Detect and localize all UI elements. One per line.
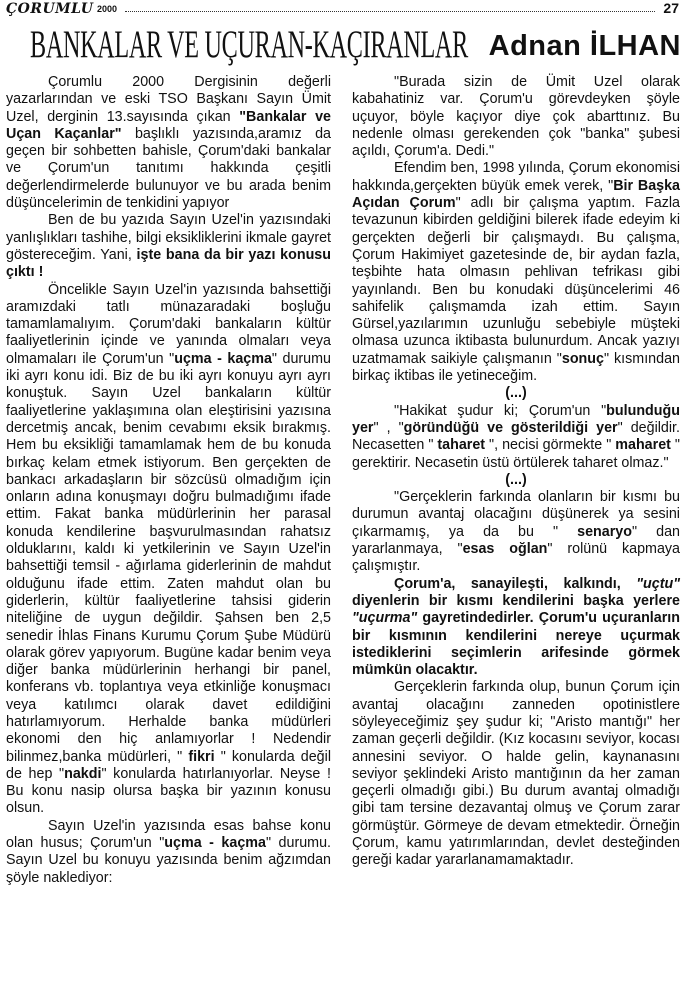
- paragraph: Efendim ben, 1998 yılında, Çorum ekonomisi hakkında,gerçekten büyük emek verek, "Bir Başka Açıdan Çorum" adlı bir çalışma yaptım. Fazla tevazunun kibirden geldiğini bilerek ifade edeyim ki gerçekten değerli bir çalışmaydı. Bu çalışma, Çorum Hakimiyet gazetesinde de, bir aydan fazla, teşbihte hata olmasın pehlivan tefrikası gibi yayınlandı. Ben bu konudaki düşüncelerimi 46 sahifelik çalışmamda izah ettim. Sayın Gürsel,yazılarımın uzunluğu sebebiyle müşteki olmasa uzunca iktibasta bulunurdum. Ancak yazıyı uzatmamak saikiyle çalışmanın "sonuç" kısmından birkaç iktibas ile yetineceğim.: [352, 160, 680, 385]
- header-dotted-rule: [125, 11, 655, 12]
- quote-paragraph: "Gerçeklerin farkında olanların bir kısmı bu durumun avantaj olacağını düşünerek ya sesini çıkarmamış, ya da bu " senaryo" dan yararlanmaya, "esas oğlan" rolünü kapmaya çalışmıştır.: [352, 489, 680, 575]
- paragraph: Öncelikle Sayın Uzel'in yazısında bahsettiği aramızdaki tatlı münazaradaki boşluğu tamamlamalıyım. Çorum'daki bankaların kültür faaliyetlerinin içinde ve yanında olmaları veya olmamaları ile Çorum'un "uçma - kaçma" durumu iki ayrı konu idi. Biz de bu iki ayrı konuyu ayrı ayrı konuştuk. Sayın Uzel bankaların kültür faaliyetlerine yaklaşımına olan eleştirisini yazısına dercetmiş ancak, benim cevabımı eksik bırakmış. Hem bu eksikliği tamamlamak hem de bu konuda bırkaç kelam etmek istiyorum. Ben gerçekten de bankacı arkadaşların bir sözcüsü olmadığım için onların adına konuşmayı doğru bulmadığımı ifade ettim. Fakat banka müdürlerinin her parasal konuda kendilerine başvurulmasından rahatsız olduklarını, kaldı ki yetkilerinin ve Sayın Uzel'in bahsettiği temsil - ağırlama giderlerinin de mahdut olduğunu ifade ettim. Zaten mahdut olan bu giderlerin, kültür faaliyetlerine tahsisi giderin niteliğine de uygun değildir. Şahsen ben 2,5 senedir İhlas Finans Kurumu Çorum Şube Müdürü olarak görev yapıyorum. Bugüne kadar benim veya diğer banka müdürlerinin herhangi bir panel, konferans vb. toplantıya veya etkinliğe konuşmacı veya katılımcı olarak davet edildiğini hatırlamıyorum. Herhalde banka müdürleri ekonomi den hiç anlamıyorlar ! Nedendir bilinmez,banka müdürleri, " fikri " konularda değil de hep "nakdi" konularda hatırlanıyorlar. Neyse ! Bu konu nasip olursa başka bir yazının konusu olsun.: [6, 281, 331, 817]
- bold-paragraph: Çorum'a, sanayileşti, kalkındı, "uçtu" diyenlerin bir kısmı kendilerini başka yerlere "uçurma" gayretindedirler. Çorum'u uçuranların bir kısmının kendilerini nereye uçurmak istediklerini seçimlerin arifesinde görmek mümkün olacaktır.: [352, 575, 680, 679]
- left-column: [6, 74, 331, 887]
- article-author: Adnan İLHAN: [488, 30, 681, 62]
- quote-paragraph: "Hakikat şudur ki; Çorum'un "bulunduğu yer" , "göründüğü ve gösterildiği yer" değildir. Necasetten " taharet ", necisi görmekte " maharet " gerektirir. Necasetin üstü örtülerek taharet olmaz.": [352, 402, 680, 471]
- paragraph: Ben de bu yazıda Sayın Uzel'in yazısındaki yanlışlıkları tashihe, bilgi eksikliklerini ikmale gayret göstereceğim. Yani, işte bana da bir yazı konusu çıktı !: [6, 212, 331, 281]
- right-column: [352, 74, 680, 870]
- article-title-block: [0, 22, 685, 70]
- page-header: [0, 0, 685, 20]
- magazine-logo: ÇORUMLU: [6, 1, 94, 17]
- page-number: 27: [663, 0, 679, 16]
- magazine-year: 2000: [97, 4, 118, 14]
- ellipsis-marker: (...): [505, 385, 527, 402]
- article-headline: BANKALAR VE UÇURAN-KAÇIRANLAR: [30, 23, 468, 66]
- quote-paragraph: "Burada sizin de Ümit Uzel olarak kabahatiniz var. Çorum'u görevdeyken şöyle uçuyor, böyle kaçıyor diye çok abarttınız. Bu nedenle olması gerekenden çok "banka" şubesi açıldı, Çorum'a. Dedi.": [352, 74, 680, 160]
- ellipsis-marker: (...): [505, 471, 527, 488]
- paragraph: Sayın Uzel'in yazısında esas bahse konu olan husus; Çorum'un "uçma - kaçma" durumu. Sayın Uzel bu konuyu yazısında benim ağzımdan şöyle naklediyor:: [6, 817, 331, 886]
- paragraph: Çorumlu 2000 Dergisinin değerli yazarlarından ve eski TSO Başkanı Sayın Ümit Uzel, derginin 13.sayısında çıkan "Bankalar ve Uçan Kaçanlar" başlıklı yazısında,aramız da geçen bir sohbetten bahisle, Çorum'daki bankalar ve Çorum'un tanıtımı hakkında çeşitli değerlendirmelerde bulunuyor ve bu arada benim düşüncelerimin de tenkidini yapıyor: [6, 74, 331, 212]
- paragraph: Gerçeklerin farkında olup, bunun Çorum için avantaj olacağını zanneden opotinistlere söyleyeceğimiz şey şudur ki; "Aristo mantığı" her zaman geçerli değildir. (Kız kocasını seviyor, kocası annesini seviyor. O halde gelin, kaynanasını seviyor şeklindeki Aristo mantığının da her zaman geçerli olmadığı gibi.) Bu durum avantaj olmadığı gibi tam tersine dezavantaj olmuş ve Çorum zarar görmüştür. Görmeye de devam etmektedir. Örneğin Çorum, kamu yatırımlarından, devlet desteğinden gereği kadar yararlanamamaktadır.: [352, 679, 680, 869]
